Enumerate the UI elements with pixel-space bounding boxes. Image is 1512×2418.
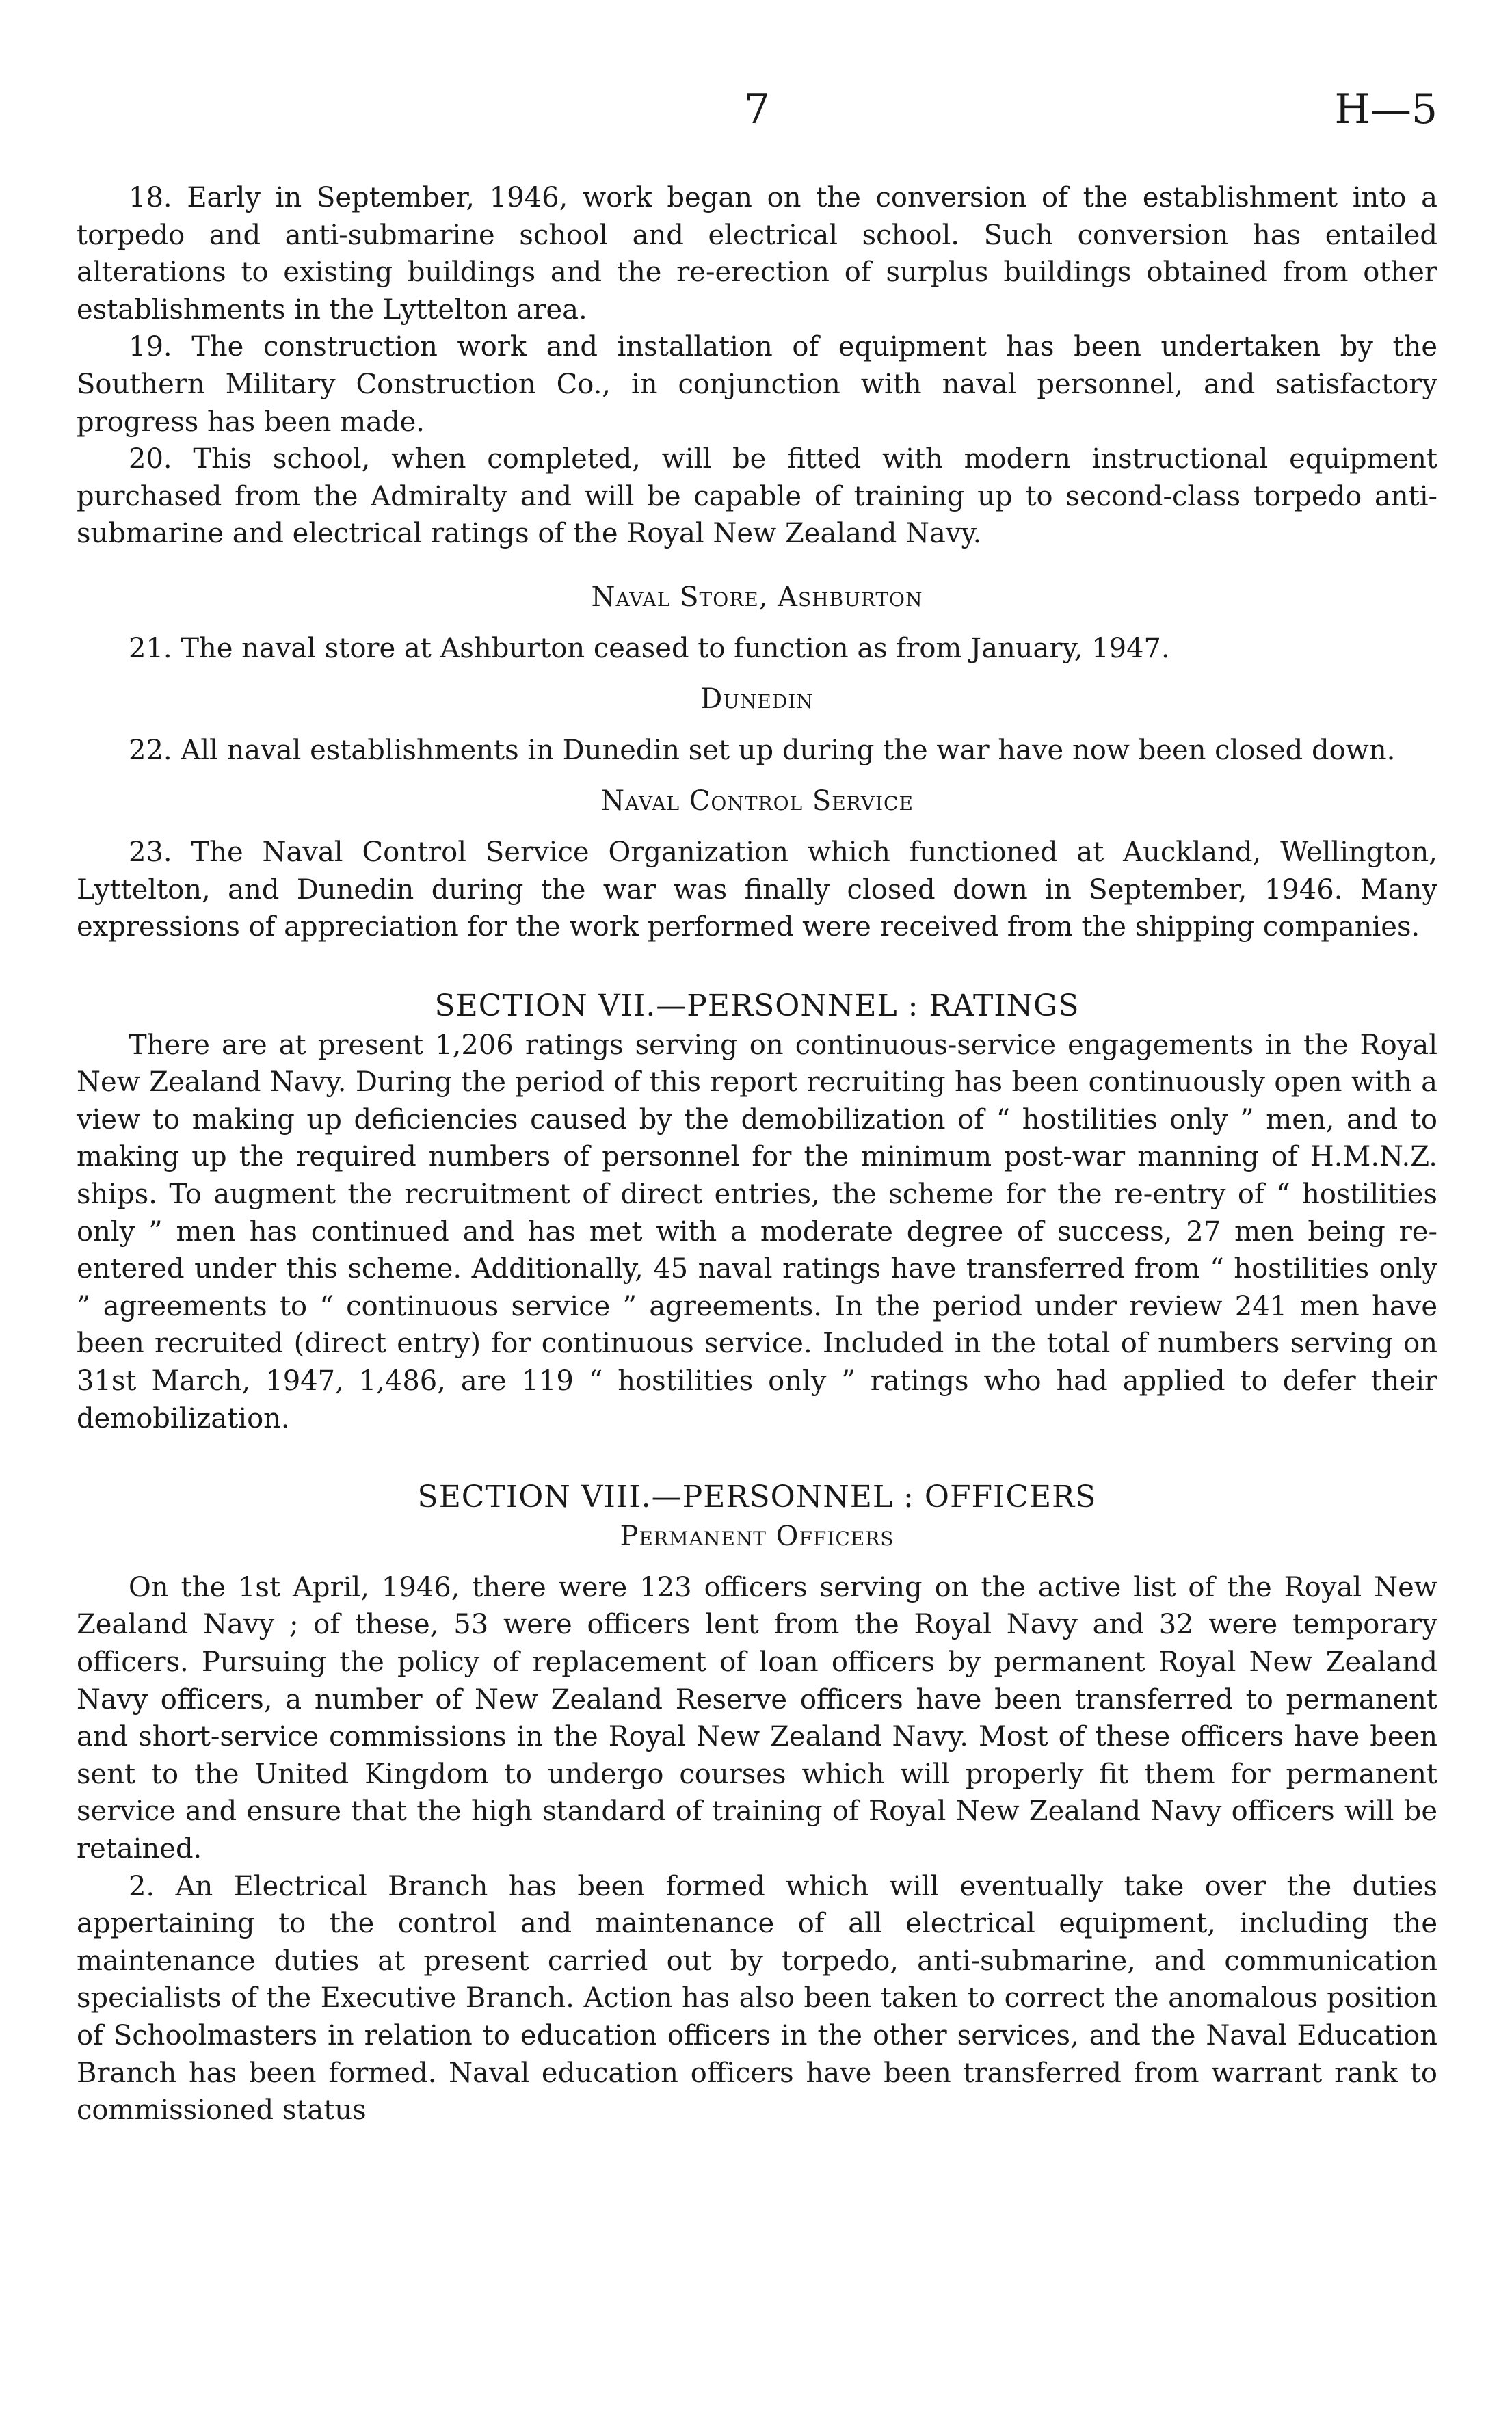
page-header — [77, 82, 1437, 137]
paragraph-ratings: There are at present 1,206 ratings serving on continuous-service engagements in the Royal New Zealand Navy. During the period of this report recruiting has been continuously open with a view to making up deficiencies caused by the demobilization of “ hostilities only ” men, and to making up the required numbers of personnel for the minimum post-war manning of H.M.N.Z. ships. To augment the recruitment of direct entries, the scheme for the re-entry of “ hostilities only ” men has continued and has met with a moderate degree of success, 27 men being re-entered under this scheme. Additionally, 45 naval ratings have transferred from “ hostilities only ” agreements to “ continuous service ” agreements. In the period under review 241 men have been recruited (direct entry) for continuous service. Included in the total of numbers serving on 31st March, 1947, 1,486, are 119 “ hostilities only ” ratings who had applied to defer their demobilization. — [77, 1029, 1437, 1434]
paragraph-22: 22. All naval establishments in Dunedin set up during the war have now been closed down. — [129, 734, 1396, 766]
document-reference: H—5 — [1334, 86, 1437, 133]
page-number: 7 — [743, 86, 771, 133]
heading-naval-control-service: Naval Control Service — [600, 785, 914, 817]
paragraph-20: 20. This school, when completed, will be fitted with modern instructional equipment purchased from the Admiralty and will be capable of training up to second-class torpedo anti-submarine and electrical ratings of the Royal New Zealand Navy. — [77, 443, 1437, 550]
paragraph-23: 23. The Naval Control Service Organization which functioned at Auckland, Wellington, Lyttelton, and Dunedin during the war was finally closed down in September, 1946. Many expressions of appreciation for the work performed were received from the shipping companies. — [77, 836, 1437, 943]
paragraph-officers-2: 2. An Electrical Branch has been formed which will eventually take over the duties appertaining to the control and maintenance of all electrical equipment, including the maintenance duties at present carried out by torpedo, anti-submarine, and communication specialists of the Executive Branch. Action has also been taken to correct the anomalous position of Schoolmasters in relation to education officers in the other services, and the Naval Education Branch has been formed. Naval education officers have been transferred from warrant rank to commissioned status — [77, 1870, 1437, 2127]
heading-permanent-officers: Permanent Officers — [620, 1521, 894, 1553]
body-text — [77, 179, 1437, 2129]
heading-naval-store-ashburton: Naval Store, Ashburton — [591, 581, 923, 613]
paragraph-21: 21. The naval store at Ashburton ceased to function as from January, 1947. — [129, 632, 1170, 664]
heading-section-viii-officers: SECTION VIII.—PERSONNEL : OFFICERS — [417, 1480, 1097, 1515]
paragraph-18: 18. Early in September, 1946, work began on the conversion of the establishment into a torpedo and anti-submarine school and electrical school. Such conversion has entailed alterations to existing buildings and the re-erection of surplus buildings obtained from other establishments in the Lyttelton area. — [77, 182, 1437, 326]
heading-dunedin: Dunedin — [700, 683, 814, 715]
heading-section-vii-ratings: SECTION VII.—PERSONNEL : RATINGS — [434, 988, 1080, 1023]
paragraph-officers-1: On the 1st April, 1946, there were 123 officers serving on the active list of the Royal New Zealand Navy ; of these, 53 were officers lent from the Royal Navy and 32 were temporary officers. Pursuing the policy of replacement of loan officers by permanent Royal New Zealand Navy officers, a number of New Zealand Reserve officers have been transferred to permanent and short-service commissions in the Royal New Zealand Navy. Most of these officers have been sent to the United Kingdom to undergo courses which will properly fit them for permanent service and ensure that the high standard of training of Royal New Zealand Navy officers will be retained. — [77, 1571, 1437, 1865]
paragraph-19: 19. The construction work and installation of equipment has been undertaken by the Southern Military Construction Co., in conjunction with naval personnel, and satisfactory progress has been made. — [77, 331, 1437, 438]
